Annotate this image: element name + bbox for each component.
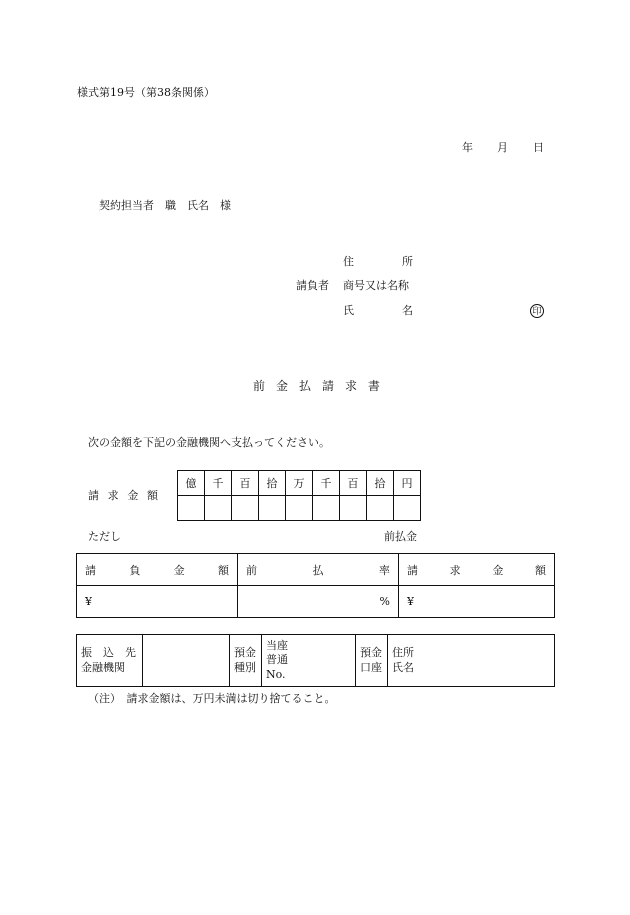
unit-man: 万 xyxy=(286,471,313,496)
account-holder-cell[interactable]: 住所 氏名 xyxy=(388,635,555,687)
unit-sen-man: 千 xyxy=(205,471,232,496)
unit-hyaku: 百 xyxy=(340,471,367,496)
unit-sen: 千 xyxy=(313,471,340,496)
unit-ju: 拾 xyxy=(367,471,394,496)
payment-table xyxy=(76,553,555,618)
deposit-type-label-cell: 預金 種別 xyxy=(230,635,262,687)
amount-units-row xyxy=(178,471,421,496)
instruction-text: 次の金額を下記の金融機関へ支払ってください。 xyxy=(88,436,330,449)
digit-cell[interactable] xyxy=(313,496,340,521)
contractor-label: 請負者 xyxy=(296,279,329,292)
company-name-label: 商号又は名称 xyxy=(343,279,409,292)
unit-hyaku-man: 百 xyxy=(232,471,259,496)
advance-payment-label: 前払金 xyxy=(384,530,417,543)
addressee: 契約担当者 職 氏名 様 xyxy=(99,199,231,212)
claim-amount-cell[interactable] xyxy=(399,586,555,618)
address-label: 住 所 xyxy=(343,255,413,268)
percent-sign: % xyxy=(379,595,390,608)
yen-sign: ¥ xyxy=(85,595,92,608)
digit-cell[interactable] xyxy=(178,496,205,521)
digit-cell[interactable] xyxy=(286,496,313,521)
advance-rate-cell[interactable] xyxy=(238,586,399,618)
digit-cell[interactable] xyxy=(205,496,232,521)
name-label: 氏 名 xyxy=(343,304,413,317)
payment-header-row xyxy=(77,554,555,586)
contract-amount-cell[interactable] xyxy=(77,586,238,618)
seal-mark: 印 xyxy=(530,304,544,318)
account-label-cell: 預金 口座 xyxy=(356,635,388,687)
yen-sign: ¥ xyxy=(407,595,414,608)
footnote: （注） 請求金額は、万円未満は切り捨てること。 xyxy=(88,692,336,705)
amount-digit-table xyxy=(177,470,421,521)
unit-oku: 億 xyxy=(178,471,205,496)
bank-row xyxy=(77,635,555,687)
date-month: 月 xyxy=(497,141,508,154)
document-title: 前 金 払 請 求 書 xyxy=(253,379,380,393)
proviso-label: ただし xyxy=(88,530,121,543)
form-number: 様式第19号（第38条関係） xyxy=(77,86,215,99)
deposit-type-options[interactable]: 当座 普通 No. xyxy=(262,635,356,687)
unit-en: 円 xyxy=(394,471,421,496)
digit-cell[interactable] xyxy=(367,496,394,521)
contract-amount-header: 請 負 金 額 xyxy=(77,554,238,586)
bank-name-cell[interactable] xyxy=(143,635,230,687)
digit-cell[interactable] xyxy=(394,496,421,521)
unit-ju-man: 拾 xyxy=(259,471,286,496)
amount-label: 請 求 金 額 xyxy=(88,489,158,502)
payment-value-row xyxy=(77,586,555,618)
claim-amount-header: 請 求 金 額 xyxy=(399,554,555,586)
advance-rate-header: 前 払 率 xyxy=(238,554,399,586)
bank-label-cell: 振 込 先 金融機関 xyxy=(77,635,143,687)
amount-digits-row xyxy=(178,496,421,521)
date-day: 日 xyxy=(533,141,544,154)
digit-cell[interactable] xyxy=(340,496,367,521)
digit-cell[interactable] xyxy=(259,496,286,521)
digit-cell[interactable] xyxy=(232,496,259,521)
date-year: 年 xyxy=(462,141,473,154)
bank-table xyxy=(76,634,555,687)
